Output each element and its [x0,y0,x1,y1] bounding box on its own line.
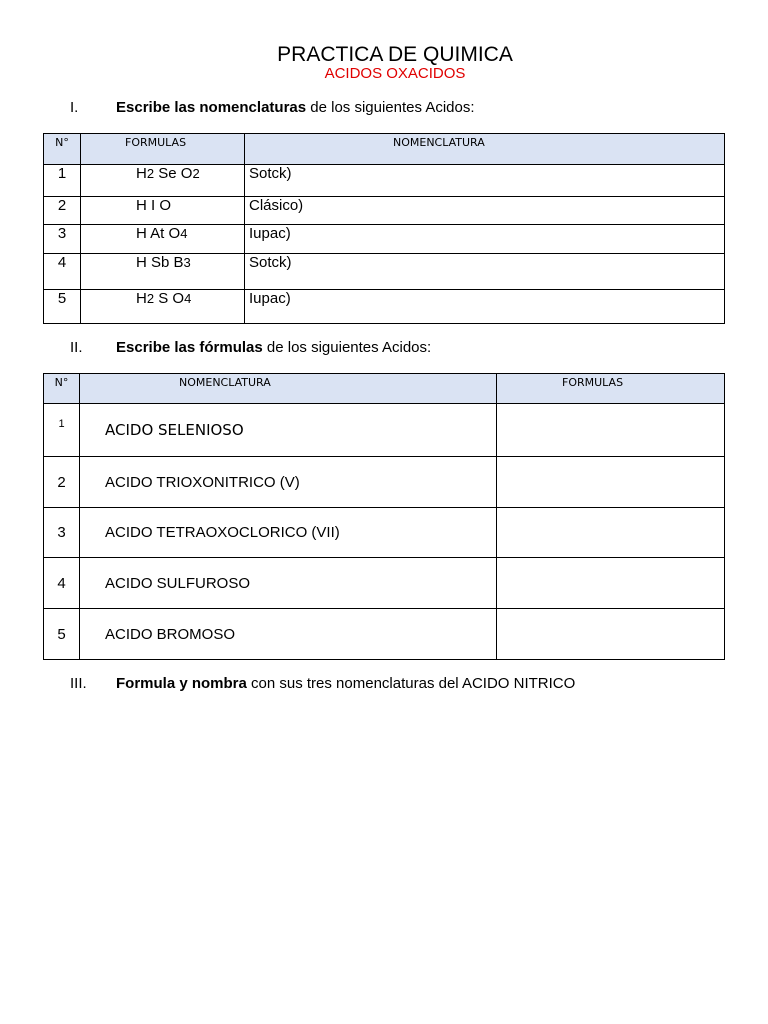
row-number: 5 [44,290,81,324]
section-3-bold: Formula y nombra [116,675,247,692]
header-nomenclatura: NOMENCLATURA [245,134,725,165]
formula-part: H Sb B [136,254,184,271]
formula-answer-cell[interactable] [497,508,725,558]
row-number: 2 [44,457,80,508]
header-nomenclatura: NOMENCLATURA [80,374,497,404]
formula-cell [81,290,245,324]
section-2-number: II. [70,339,83,356]
row-number: 1 [44,404,80,457]
table-header-row [44,134,725,165]
table-header-row [44,374,725,404]
nomenclature-cell: ACIDO SULFUROSO [80,558,497,609]
row-number: 2 [44,197,81,225]
section-1-number: I. [70,99,79,116]
section-1-text [116,99,475,116]
formula-answer-cell[interactable] [497,457,725,508]
header-formulas: FORMULAS [81,134,245,165]
row-number: 1 [44,165,81,197]
section-3-rest: con sus tres nomenclaturas del ACIDO NITRICO [246,675,576,692]
section-2-rest: de los siguientes Acidos: [262,339,432,356]
nomenclature-cell[interactable]: Sotck) [245,165,725,197]
nomenclature-cell: ACIDO BROMOSO [80,609,497,660]
nomenclature-cell[interactable]: Iupac) [245,290,725,324]
formula-subscript: 2 [192,166,200,181]
table-row [44,165,725,197]
nomenclature-cell: ACIDO TETRAOXOCLORICO (VII) [80,508,497,558]
formula-part: H [136,290,147,307]
header-number: N° [44,374,80,404]
nomenclature-cell[interactable]: Iupac) [245,225,725,254]
table-row [44,609,725,660]
table-row [44,290,725,324]
table-nomenclaturas [43,133,725,324]
nomenclature-cell[interactable]: Clásico) [245,197,725,225]
table-row [44,225,725,254]
row-number: 4 [44,558,80,609]
section-2-text [116,339,431,356]
row-number: 5 [44,609,80,660]
formula-cell [81,225,245,254]
formula-answer-cell[interactable] [497,558,725,609]
formula-cell [81,165,245,197]
table-row [44,558,725,609]
section-3-text [116,675,575,692]
formula-subscript: 4 [184,291,192,306]
row-number: 4 [44,254,81,290]
table-row [44,457,725,508]
formula-answer-cell[interactable] [497,609,725,660]
section-1-bold: Escribe las nomenclaturas [116,99,307,116]
page-title: PRACTICA DE QUIMICA [277,43,513,66]
section-2-bold: Escribe las fórmulas [116,339,263,356]
formula-cell [81,254,245,290]
formula-subscript: 2 [146,291,155,306]
row-number: 3 [44,225,81,254]
header-formulas: FORMULAS [497,374,725,404]
header-number: N° [44,134,81,165]
table-row [44,197,725,225]
table-row [44,254,725,290]
section-1-rest: de los siguientes Acidos: [306,99,475,116]
formula-part: H At O [136,225,181,242]
nomenclature-cell[interactable]: Sotck) [245,254,725,290]
section-3-number: III. [70,675,87,692]
table-row [44,508,725,558]
table-formulas [43,373,725,660]
formula-part: Se O [154,165,193,182]
nomenclature-cell: ACIDO TRIOXONITRICO (V) [80,457,497,508]
formula-part: H [136,165,147,182]
formula-subscript: 4 [180,226,188,241]
page-subtitle: ACIDOS OXACIDOS [324,65,466,82]
formula-subscript: 3 [183,255,191,270]
table-row [44,404,725,457]
formula-cell [81,197,245,225]
formula-answer-cell[interactable] [497,404,725,457]
formula-part: H I O [136,197,172,214]
formula-subscript: 2 [146,166,155,181]
row-number: 3 [44,508,80,558]
formula-part: S O [154,290,185,307]
nomenclature-cell: ACIDO SELENIOSO [80,404,497,457]
